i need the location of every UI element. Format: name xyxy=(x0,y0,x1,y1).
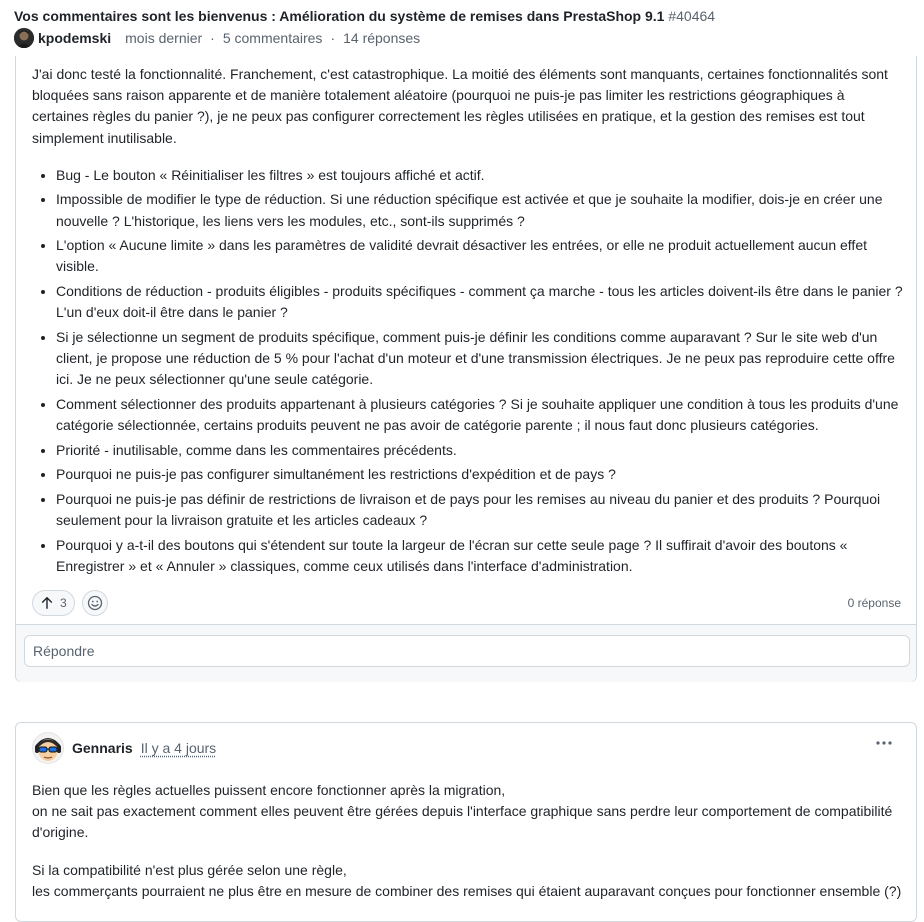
list-item: • Priorité - inutilisable, comme dans les commentaires précédents. xyxy=(56,440,904,461)
paragraph-line: Si la compatibilité n'est plus gérée selon une règle, xyxy=(32,861,347,878)
author-name[interactable]: kpodemski xyxy=(38,30,112,46)
separator: · xyxy=(210,30,215,46)
list-item: • Conditions de réduction - produits éligibles - produits spécifiques - comment ça marche - tous les articles doivent-ils être dans le panier ? L'un d'eux doit-il être dans le panier ? xyxy=(56,281,904,323)
comment-card xyxy=(15,40,917,682)
comment-header xyxy=(32,732,216,764)
reactions-bar xyxy=(32,590,108,616)
kebab-horizontal-icon xyxy=(875,740,893,746)
discussion-title xyxy=(14,8,715,24)
avatar[interactable] xyxy=(32,732,64,764)
paragraph-line: Bien que les règles actuelles puissent encore fonctionner après la migration, xyxy=(32,782,506,798)
more-options-button[interactable] xyxy=(874,735,894,751)
discussion-header xyxy=(0,0,924,56)
comment-body xyxy=(32,64,904,580)
paragraph-line: les commerçants pourraient ne plus être en mesure de combiner des remises qui étaient auparavant conçues pour fonctionner ensemble (?) xyxy=(32,882,902,899)
comment-intro: J'ai donc testé la fonctionnalité. Franchement, c'est catastrophique. La moitié des éléments sont manquants, certaines fonctionnalités sont bloquées sans raison apparente et de manière totalement aléatoire (pourquoi ne puis-je pas limiter les restrictions géographiques à certaines règles du panier ?), je ne peux pas configurer correctement les règles utilisées en pratique, et la gestion des remises est tout simplement inutilisable. xyxy=(32,66,888,146)
author-name[interactable]: Gennaris xyxy=(72,740,133,756)
comment-card xyxy=(15,722,917,922)
discussion-title-text: Vos commentaires sont les bienvenus : Amélioration du système de remises dans PrestaShop 9.1 xyxy=(14,8,665,24)
list-item: • L'option « Aucune limite » dans les paramètres de validité devrait désactiver les entrées, or elle ne produit actuellement aucun effet visible. xyxy=(56,235,904,277)
upvote-count: 3 xyxy=(60,596,67,610)
discussion-number: #40464 xyxy=(668,8,716,24)
upvote-button[interactable] xyxy=(32,590,75,616)
list-item: • Si je sélectionne un segment de produits spécifique, comment puis-je définir les conditions comme auparavant ? Sur le site web d'un client, je propose une réduction de 5 % pour l'achat d'un moteur et d'une transmission électriques. Je ne peux pas reproduire cette offre ici. Je ne peux sélectionner qu'une seule catégorie. xyxy=(56,327,904,391)
list-item: • Pourquoi ne puis-je pas définir de restrictions de livraison et de pays pour les remises au niveau du panier et des produits ? Pourquoi seulement pour la livraison gratuite et les articles cadeaux ? xyxy=(56,489,904,531)
comment-time[interactable]: Il y a 4 jours xyxy=(140,740,217,756)
smiley-icon xyxy=(87,595,103,611)
issue-list xyxy=(32,165,904,577)
reply-input[interactable] xyxy=(24,635,910,667)
post-time: mois dernier xyxy=(125,30,203,46)
reply-count: 0 réponse xyxy=(847,596,901,610)
comment-count: 5 commentaires xyxy=(222,30,323,46)
list-item: • Pourquoi ne puis-je pas configurer simultanément les restrictions d'expédition et de pays ? xyxy=(56,464,904,485)
list-item: • Bug - Le bouton « Réinitialiser les filtres » est toujours affiché et actif. xyxy=(56,165,904,186)
reply-area xyxy=(16,624,916,682)
comment-paragraph xyxy=(32,780,904,844)
list-item: • Pourquoi y a-t-il des boutons qui s'étendent sur toute la largeur de l'écran sur cette seule page ? Il suffirait d'avoir des boutons « Enregistrer » et « Annuler » classiques, comme ceux utilisés dans l'interface d'administration. xyxy=(56,535,904,577)
comment-paragraph xyxy=(32,860,904,902)
discussion-meta xyxy=(14,27,420,49)
separator: · xyxy=(330,30,336,46)
author-avatar[interactable] xyxy=(14,28,34,48)
add-reaction-button[interactable] xyxy=(82,590,108,616)
list-item: • Impossible de modifier le type de réduction. Si une réduction spécifique est activée et que je souhaite la modifier, dois-je en créer une nouvelle ? L'historique, les liens vers les modules, etc., sont-ils supprimés ? xyxy=(56,189,904,231)
reply-count-total: 14 réponses xyxy=(343,30,421,46)
list-item: • Comment sélectionner des produits appartenant à plusieurs catégories ? Si je souhaite appliquer une condition à tous les produits d'une catégorie sélectionnée, certains produits peuvent ne pas avoir de catégorie parente ; il nous faut donc plusieurs catégories. xyxy=(56,394,904,436)
arrow-up-icon xyxy=(40,596,54,610)
paragraph-line: on ne sait pas exactement comment elles peuvent être gérées depuis l'interface graphique sans perdre leur comportement de compatibilité d'origine. xyxy=(32,803,893,841)
comment-body xyxy=(32,780,904,918)
